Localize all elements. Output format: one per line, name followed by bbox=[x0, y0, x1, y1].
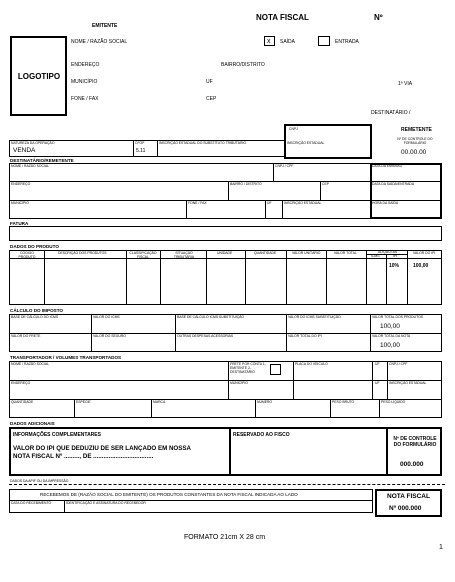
transp-frete-conta-label: FRETE POR CONTA 1- EMITENTE 2- DESTINATÁRIO bbox=[230, 362, 266, 374]
total-produtos-value: 100,00 bbox=[380, 323, 400, 330]
saida-checkbox[interactable]: x bbox=[264, 36, 275, 46]
ipi-value: 100,00 bbox=[413, 263, 429, 269]
dest-fone-label: FONE / FAX bbox=[188, 201, 207, 205]
emitente-nome-label: NOME / RAZÃO SOCIAL bbox=[71, 39, 128, 45]
col-quantidade: QUANTIDADE bbox=[254, 251, 277, 255]
cfop-value: 5.11 bbox=[136, 148, 146, 154]
outras-despesas-label: OUTRAS DESPESAS ACESSÓRIAS bbox=[177, 334, 234, 338]
total-ipi-label: VALOR TOTAL DO IPI bbox=[288, 334, 322, 338]
valor-subst-label: VALOR DO ICMS SUBSTITUIÇÃO bbox=[288, 315, 341, 319]
base-subst-label: BASE DE CÁLCULO ICMS SUBSTITUIÇÃO bbox=[177, 315, 245, 319]
destinatario-header-label: DESTINATÁRIO / bbox=[371, 110, 411, 116]
dest-hora-label: HORA DA SAÍDA bbox=[372, 201, 399, 205]
total-produtos-label: VALOR TOTAL DOS PRODUTOS bbox=[372, 315, 423, 319]
info-complementares-label: INFORMAÇÕES COMPLEMENTARES bbox=[13, 432, 101, 438]
col-icms: ICMS bbox=[371, 254, 380, 258]
col-ipi: IPI bbox=[393, 254, 398, 258]
destinatario-dates bbox=[370, 163, 442, 219]
valor-icms-label: VALOR DO ICMS bbox=[93, 315, 120, 319]
adicionais-controle-label: Nº DE CONTROLE DO FORMULÁRIO bbox=[393, 436, 437, 448]
dest-endereco-label: ENDEREÇO bbox=[11, 182, 31, 186]
via-label: 1ª VIA bbox=[398, 81, 413, 87]
info-line-2: NOTA FISCAL Nº ........., DE ................................... bbox=[13, 453, 154, 460]
dest-bairro-label: BAIRRO / DISTRITO bbox=[230, 182, 262, 186]
transp-cnpj-label: CNPJ / CPF bbox=[389, 362, 408, 366]
info-line-1: VALOR DO IPI QUE DEDUZIU DE SER LANÇADO EM NOSSA bbox=[13, 445, 191, 452]
receipt-data-label: DATA DO RECEBIMENTO bbox=[11, 501, 52, 505]
col-valor-ipi: VALOR DO IPI bbox=[413, 251, 436, 255]
frete-conta-checkbox[interactable] bbox=[270, 364, 281, 375]
transp-placa-label: PLACA DO VEÍCULO bbox=[295, 362, 328, 366]
nota-fiscal-title: NOTA FISCAL bbox=[256, 13, 309, 22]
dest-uf-label: UF bbox=[267, 201, 272, 205]
transp-peso-liquido-label: PESO LÍQUIDO bbox=[381, 400, 406, 404]
entrada-label: ENTRADA bbox=[335, 39, 359, 45]
emitente-cep-label: CEP bbox=[206, 96, 217, 102]
receipt-assinatura-label: IDENTIFICAÇÃO E ASSINATURA DO RECEBEDOR bbox=[66, 501, 146, 505]
operation-ie-label: INSCRIÇÃO ESTADUAL bbox=[287, 141, 325, 145]
emitente-fone-label: FONE / FAX bbox=[71, 96, 99, 102]
transp-municipio-label: MUNICÍPIO bbox=[230, 381, 248, 385]
produtos-section-title: DADOS DO PRODUTO bbox=[10, 244, 59, 249]
frete-label: VALOR DO FRETE bbox=[11, 334, 41, 338]
page-number: 1 bbox=[439, 544, 443, 551]
col-codigo: CÓDIGO PRODUTO bbox=[18, 251, 36, 259]
receipt-nota-label: NOTA FISCAL bbox=[387, 493, 430, 500]
fatura-box bbox=[9, 226, 442, 241]
dest-municipio-label: MUNICÍPIO bbox=[11, 201, 29, 205]
dest-cnpj-label: CNPJ / CPF bbox=[275, 164, 294, 168]
transp-numero-label: NÚMERO bbox=[257, 400, 273, 404]
ie-subst-label: INSCRIÇÃO ESTADUAL DO SUBSTITUTO TRIBUTÁRIO bbox=[159, 141, 247, 145]
fatura-section-title: FATURA bbox=[10, 221, 29, 226]
col-situacao: SITUAÇÃO TRIBUTÁRIA bbox=[173, 251, 195, 259]
dest-cep-label: CEP bbox=[322, 182, 329, 186]
entrada-checkbox[interactable] bbox=[318, 36, 330, 46]
col-classificacao: CLASSIFICAÇÃO FISCAL bbox=[129, 251, 157, 259]
transportador-section-title: TRANSPORTADOR / VOLUMES TRANSPORTADOS bbox=[10, 355, 122, 360]
transp-uf-label: UF bbox=[375, 362, 380, 366]
transp-marca-label: MARCA bbox=[153, 400, 166, 404]
receipt-text: RECEBEMOS DE (RAZÃO SOCIAL DO EMITENTE) OS PRODUTOS CONSTANTES DA NOTA FISCAL INDICADA AO LADO bbox=[40, 492, 298, 497]
col-aliquotas: ALÍQUOTAS bbox=[378, 250, 398, 254]
dest-emissao-label: DATA DA EMISSÃO bbox=[372, 164, 403, 168]
transp-especie-label: ESPÉCIE bbox=[76, 400, 91, 404]
impressao-label: DADOS DA APIF OU DA IMPRESSÃO bbox=[10, 479, 69, 483]
emitente-uf-label: UF bbox=[206, 79, 213, 85]
emitente-bairro-label: BAIRRO/DISTRITO bbox=[221, 62, 265, 68]
imposto-section-title: CÁLCULO DO IMPOSTO bbox=[10, 308, 63, 313]
logo-box bbox=[10, 36, 67, 116]
natureza-value: VENDA bbox=[13, 147, 36, 154]
dest-nome-label: NOME / RAZÃO SOCIAL bbox=[11, 164, 50, 168]
cnpj-box: CNPJ bbox=[284, 124, 372, 159]
header-controle-label: Nº DE CONTROLE DO FORMULÁRIO bbox=[397, 137, 433, 145]
emitente-endereco-label: ENDEREÇO bbox=[71, 62, 100, 68]
remetente-label: REMETENTE bbox=[401, 127, 432, 133]
icms-value: 10% bbox=[389, 263, 400, 269]
transp-endereco-label: ENDEREÇO bbox=[11, 381, 31, 385]
logotipo: LOGOTIPO bbox=[17, 72, 61, 81]
nota-number-label: Nº bbox=[374, 13, 383, 22]
receipt-numero: Nº 000.000 bbox=[389, 505, 422, 512]
dest-saida-entrada-label: DATA DA SAÍDA/ENTRADA bbox=[372, 182, 415, 186]
transp-ie-label: INSCRIÇÃO ESTADUAL bbox=[389, 381, 427, 385]
transp-uf2-label: UF bbox=[375, 381, 380, 385]
transp-peso-bruto-label: PESO BRUTO bbox=[332, 400, 355, 404]
adicionais-controle-value: 000.000 bbox=[400, 461, 424, 468]
saida-label: SAÍDA bbox=[280, 39, 296, 45]
seguro-label: VALOR DO SEGURO bbox=[93, 334, 126, 338]
formato-label: FORMATO 21cm X 28 cm bbox=[184, 534, 266, 541]
adicionais-section-title: DADOS ADICIONAIS bbox=[10, 421, 55, 426]
emitente-municipio-label: MUNICÍPIO bbox=[71, 79, 98, 85]
transp-nome-label: NOME / RAZÃO SOCIAL bbox=[11, 362, 50, 366]
col-unidade: UNIDADE bbox=[217, 251, 233, 255]
destinatario-section-title: DESTINATÁRIO/REMETENTE bbox=[10, 158, 74, 163]
header-controle-value: 00.00.00 bbox=[401, 149, 427, 156]
col-valor-unitario: VALOR UNITÁRIO bbox=[292, 251, 321, 255]
total-nota-label: VALOR TOTAL DA NOTA bbox=[372, 334, 411, 338]
cfop-label: CFOP bbox=[135, 141, 145, 145]
reservado-fisco-label: RESERVADO AO FISCO bbox=[233, 432, 290, 438]
natureza-label: NATUREZA DA OPERAÇÃO bbox=[11, 141, 55, 145]
col-descricao: DESCRIÇÃO DOS PRODUTOS bbox=[58, 251, 107, 255]
base-icms-label: BASE DE CÁLCULO DO ICMS bbox=[11, 315, 59, 319]
col-valor-total: VALOR TOTAL bbox=[334, 251, 357, 255]
transp-quantidade-label: QUANTIDADE bbox=[11, 400, 34, 404]
emitente-label: EMITENTE bbox=[92, 23, 118, 29]
total-nota-value: 100,00 bbox=[380, 342, 400, 349]
dest-ie-label: INSCRIÇÃO ESTADUAL bbox=[284, 201, 322, 205]
